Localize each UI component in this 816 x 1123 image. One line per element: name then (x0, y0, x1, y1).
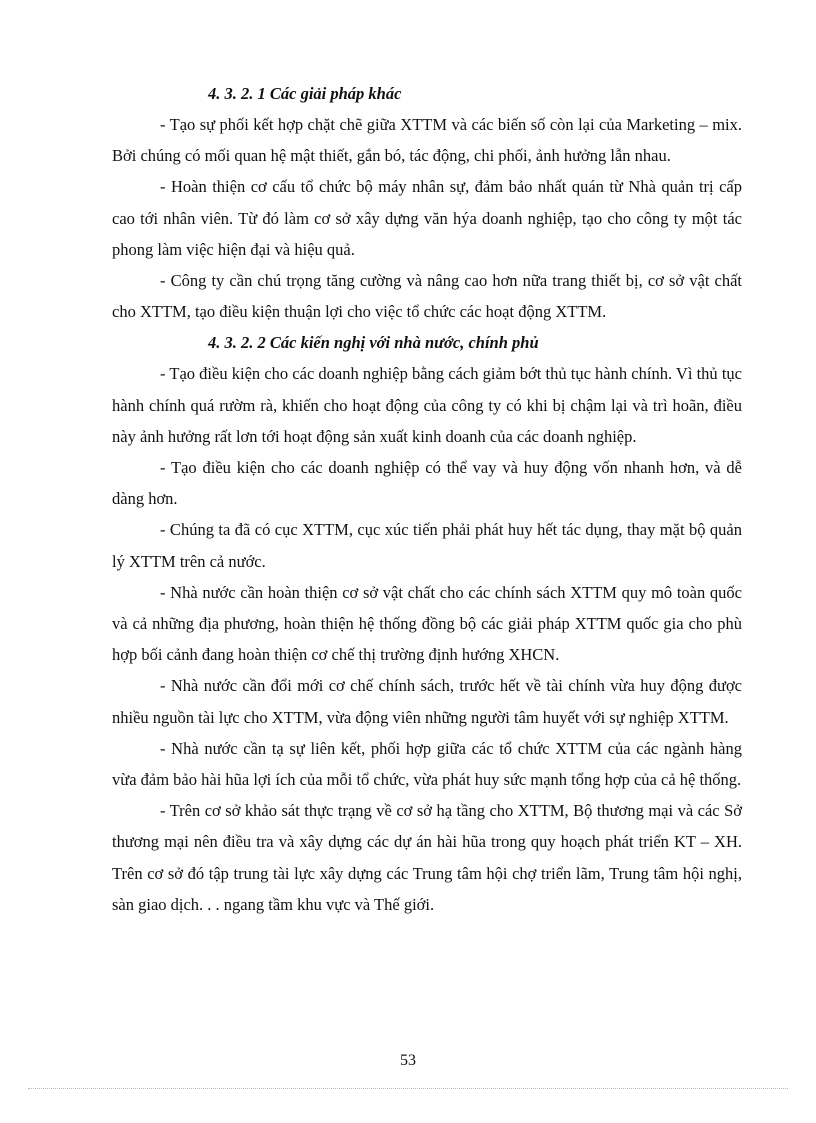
paragraph: - Nhà nước cần đổi mới cơ chế chính sách, trước hết về tài chính vừa huy động được nhiều nguồn tài lực cho XTTM, vừa động viên những người tâm huyết với sự nghiệp XTTM. (112, 676, 742, 727)
paragraph: - Công ty cần chú trọng tăng cường và nâng cao hơn nữa trang thiết bị, cơ sở vật chất cho XTTM, tạo điều kiện thuận lợi cho việc tổ chức các hoạt động XTTM. (112, 271, 742, 322)
footer-divider (28, 1088, 788, 1089)
paragraph: - Nhà nước cần tạ sự liên kết, phối hợp giữa các tổ chức XTTM của các ngành hàng vừa đảm bảo hài hũa lợi ích của mỗi tổ chức, vừa phát huy sức mạnh tổng hợp của cả hệ thống. (112, 738, 742, 790)
paragraph: - Tạo sự phối kết hợp chặt chẽ giữa XTTM và các biến số còn lại của Marketing – mix. Bởi chúng có mối quan hệ mật thiết, gắn bó, tác động, chi phối, ảnh hưởng lẫn nhau. (112, 115, 742, 166)
paragraph: - Trên cơ sở khảo sát thực trạng về cơ sở hạ tầng cho XTTM, Bộ thương mại và các Sở thương mại nên điều tra và xây dựng các dự án hài hũa trong quy hoạch phát triển KT – XH. Trên cơ sở đó tập trung tài lực xây dựng các Trung tâm hội chợ triển lãm, Trung tâm hội nghị, sàn giao dịch. . . ngang tầm khu vực và Thế giới. (112, 801, 742, 914)
paragraph: - Tạo điều kiện cho các doanh nghiệp có thể vay và huy động vốn nhanh hơn, và dễ dàng hơn. (112, 458, 742, 509)
paragraph: - Chúng ta đã có cục XTTM, cục xúc tiến phải phát huy hết tác dụng, thay mặt bộ quản lý XTTM trên cả nước. (112, 520, 742, 571)
section-heading-other-solutions: 4. 3. 2. 1 Các giải pháp khác (208, 84, 402, 103)
page-number: 53 (400, 1052, 416, 1069)
paragraph: - Tạo điều kiện cho các doanh nghiệp bằng cách giảm bớt thủ tục hành chính. Vì thủ tục hành chính quá rườm rà, khiến cho hoạt động của công ty có khi bị chậm lại và trì hoãn, điều này ảnh hưởng rất lơn tới hoạt động sản xuất kinh doanh của các doanh nghiệp. (112, 364, 742, 446)
paragraph: - Nhà nước cần hoàn thiện cơ sở vật chất cho các chính sách XTTM quy mô toàn quốc và cả những địa phương, hoàn thiện hệ thống đồng bộ các giải pháp XTTM quốc gia cho phù hợp bối cảnh đang hoàn thiện cơ chế thị trường định hướng XHCN. (112, 582, 742, 665)
section-heading-government-recommendations: 4. 3. 2. 2 Các kiến nghị với nhà nước, chính phủ (208, 333, 539, 353)
paragraph: - Hoàn thiện cơ cấu tổ chức bộ máy nhân sự, đảm bảo nhất quán từ Nhà quản trị cấp cao tới nhân viên. Từ đó làm cơ sở xây dựng văn hýa doanh nghiệp, tạo cho công ty một tác phong làm việc hiện đại và hiệu quả. (112, 177, 742, 259)
page-content (112, 78, 742, 920)
